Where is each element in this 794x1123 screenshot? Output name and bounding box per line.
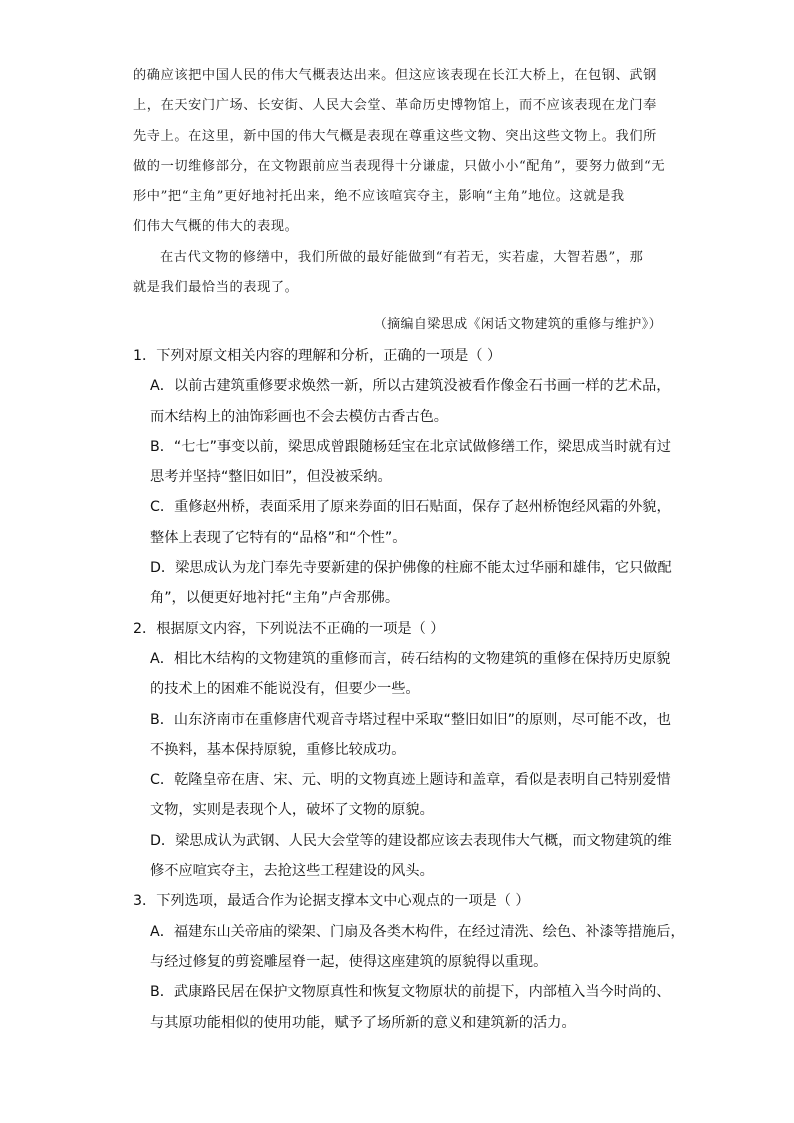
option-line: D．梁思成认为龙门奉先寺要新建的保护佛像的柱廊不能太过华丽和雄伟，它只做配 — [150, 560, 672, 577]
option-line: B．“七七”事变以前，梁思成曾跟随杨廷宝在北京试做修缮工作，梁思成当时就有过 — [150, 438, 671, 455]
passage-line: 形中”把“主角”更好地衬托出来，绝不应该喧宾夺主，影响“主角”地位。这就是我 — [133, 189, 625, 205]
passage-line: 就是我们最恰当的表现了。 — [133, 280, 299, 296]
question-list — [133, 341, 685, 1038]
passage-line: 上，在天安门广场、长安街、人民大会堂、革命历史博物馆上，而不应该表现在龙门奉 — [133, 98, 657, 114]
passage-line: 先寺上。在这里，新中国的伟大气概是表现在尊重这些文物、突出这些文物上。我们所 — [133, 128, 657, 144]
option-line: 与其原功能相似的使用功能，赋予了场所新的意义和建筑新的活力。 — [150, 1014, 576, 1031]
option-line: D．梁思成认为武钢、人民大会堂等的建设都应该去表现伟大气概，而文物建筑的维 — [150, 832, 672, 849]
option-line: A．相比木结构的文物建筑的重修而言，砖石结构的文物建筑的重修在保持历史原貌 — [150, 650, 671, 667]
passage-line: 们伟大气概的伟大的表现。 — [133, 219, 299, 235]
option-line: 而木结构上的油饰彩画也不会去模仿古香古色。 — [150, 408, 448, 425]
option-line: 整体上表现了它特有的“品格”和“个性”。 — [150, 529, 407, 546]
option-line: 修不应喧宾夺主，去抢这些工程建设的风头。 — [150, 863, 434, 880]
passage-source: （摘编自梁思成《闲话文物建筑的重修与维护》） — [373, 317, 662, 332]
option-line: 与经过修复的剪瓷雕屋脊一起，使得这座建筑的原貌得以重现。 — [150, 953, 548, 970]
option-line: C．乾隆皇帝在唐、宋、元、明的文物真迹上题诗和盖章，看似是表明自己特别爱惜 — [150, 772, 671, 789]
option-line: B．武康路民居在保护文物原真性和恢复文物原状的前提下，内部植入当今时尚的、 — [150, 984, 671, 1001]
question-stem: 2．根据原文内容，下列说法不正确的一项是（ ） — [133, 620, 445, 637]
question-stem: 1．下列对原文相关内容的理解和分析，正确的一项是（ ） — [133, 348, 502, 364]
passage-line: 做的一切维修部分，在文物跟前应当表现得十分谦虚，只做小小“配角”，要努力做到“无 — [133, 158, 666, 174]
option-line: B．山东济南市在重修唐代观音寺塔过程中采取“整旧如旧”的原则，尽可能不改，也 — [150, 711, 671, 728]
passage-line: 的确应该把中国人民的伟大气概表达出来。但这应该表现在长江大桥上，在包钢、武钢 — [133, 68, 657, 83]
option-line: 思考并坚持“整旧如旧”，但没被采纳。 — [150, 469, 392, 486]
option-line: 的技术上的困难不能说没有，但要少一些。 — [150, 681, 420, 698]
option-line: 角”，以便更好地衬托“主角”卢舍那佛。 — [150, 590, 400, 607]
option-line: 不换料，基本保持原貌，重修比较成功。 — [150, 741, 406, 758]
option-line: A．以前古建筑重修要求焕然一新，所以古建筑没被看作像金石书画一样的艺术品， — [150, 378, 671, 395]
passage-text — [133, 61, 666, 303]
passage-line: 在古代文物的修缮中，我们所做的最好能做到“有若无，实若虚，大智若愚”，那 — [160, 249, 644, 265]
option-line: C．重修赵州桥，表面采用了原来券面的旧石贴面，保存了赵州桥饱经风霜的外貌， — [150, 499, 671, 516]
option-line: A．福建东山关帝庙的梁架、门扇及各类木构件，在经过清洗、绘色、补漆等措施后， — [150, 923, 685, 940]
question-stem: 3．下列选项，最适合作为论据支撑本文中心观点的一项是（ ） — [133, 893, 530, 910]
option-line: 文物，实则是表现个人，破坏了文物的原貌。 — [150, 802, 434, 819]
